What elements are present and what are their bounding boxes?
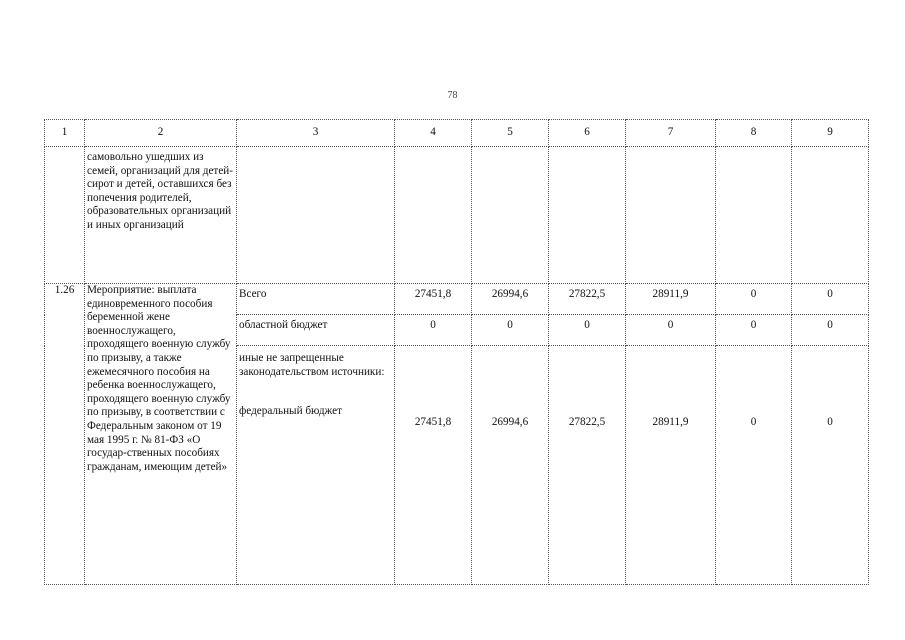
value-cell [716, 346, 792, 585]
item-number: 1.26 [45, 284, 85, 585]
funding-source-cell [237, 346, 395, 585]
value-cell: 0 [792, 284, 869, 315]
column-header: 2 [85, 120, 237, 147]
table-cell [549, 147, 626, 284]
funding-source: Всего [237, 284, 395, 315]
column-header: 4 [395, 120, 472, 147]
page-number: 78 [447, 90, 458, 101]
value-cell: 0 [549, 315, 626, 346]
value-text: 0 [750, 416, 757, 428]
table-cell [45, 147, 85, 284]
value-cell: 0 [395, 315, 472, 346]
value-cell: 27822,5 [549, 284, 626, 315]
continuation-text: самовольно ушедших из семей, организаций для детей-сирот и детей, оставшихся без попечения родителей, образовательных организаций и иных организаций [85, 147, 237, 284]
column-header: 8 [716, 120, 792, 147]
table-cell [237, 147, 395, 284]
column-header: 1 [45, 120, 85, 147]
value-cell [549, 346, 626, 585]
value-cell: 0 [472, 315, 549, 346]
value-cell: 0 [716, 284, 792, 315]
value-cell: 0 [792, 315, 869, 346]
value-text: 28911,9 [652, 416, 689, 428]
table-cell [395, 147, 472, 284]
funding-source: областной бюджет [237, 315, 395, 346]
value-cell: 0 [626, 315, 716, 346]
value-cell [395, 346, 472, 585]
table-cell [792, 147, 869, 284]
table-cell [626, 147, 716, 284]
value-text: 27822,5 [568, 416, 606, 428]
value-cell [792, 346, 869, 585]
value-cell [626, 346, 716, 585]
table-cell [716, 147, 792, 284]
value-text: 26994,6 [491, 416, 529, 428]
value-cell: 26994,6 [472, 284, 549, 315]
event-description: Мероприятие: выплата единовременного пособия беременной жене военнослужащего, проходящего военную службу по призыву, а также ежемесячного пособия на ребенка военнослужащего, проходящего военную службу по призыву, в соответствии с Федеральным законом от 19 мая 1995 г. № 81-ФЗ «О государ-ственных пособиях гражданам, имеющим детей» [85, 284, 237, 585]
value-text: 27451,8 [414, 416, 452, 428]
value-cell: 27451,8 [395, 284, 472, 315]
column-header: 9 [792, 120, 869, 147]
funding-source-note: иные не запрещенные законодательством источники: [239, 352, 385, 378]
value-text: 0 [827, 416, 833, 428]
value-cell: 0 [716, 315, 792, 346]
value-cell: 28911,9 [626, 284, 716, 315]
column-header: 3 [237, 120, 395, 147]
value-cell [472, 346, 549, 585]
column-header: 7 [626, 120, 716, 147]
table-row [45, 147, 869, 284]
table-cell [472, 147, 549, 284]
funding-source: федеральный бюджет [239, 405, 342, 418]
column-header: 6 [549, 120, 626, 147]
budget-table [44, 119, 869, 585]
table-row [45, 284, 869, 315]
column-header: 5 [472, 120, 549, 147]
table-header-row [45, 120, 869, 147]
